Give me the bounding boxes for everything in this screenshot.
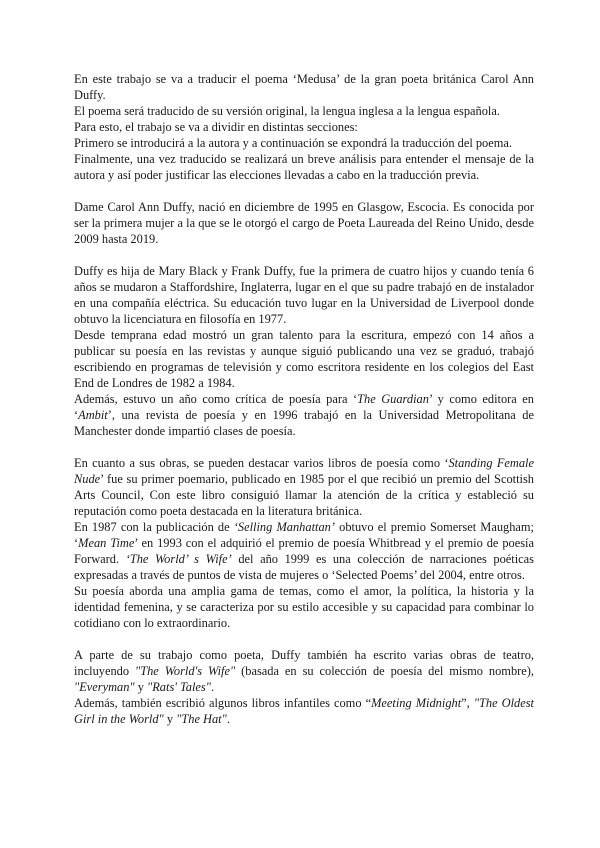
theatre-paragraph-1 [74, 647, 534, 695]
works-paragraph-1 [74, 455, 534, 519]
title-the-worlds-wife: ‘The World’ s Wife’ [125, 552, 232, 566]
family-paragraph-2: Desde temprana edad mostró un gran talento para la escritura, empezó con 14 años a publicar su poesía en las revistas y aunque siguió publicando una vez se graduó, trabajó escribiendo en programas de televisión y como escritora residente en los colegios del East End de Londres de 1982 a 1984. [74, 328, 534, 390]
intro-paragraph-3: Para esto, el trabajo se va a dividir en distintas secciones: [74, 120, 358, 134]
text-run: . [226, 712, 230, 726]
family-paragraph-3 [74, 391, 534, 439]
text-run: ’ fue su primer poemario, publicado en 1985 por el que recibió un premio del Scottish Arts Council, Con este libro consiguió llamar la atención de la crítica y estableció su reputación como poeta destacada en la literatura británica. [74, 472, 534, 518]
title-standing-female-nude: Standing Female Nude [74, 456, 535, 486]
paragraph-spacer [74, 247, 534, 263]
text-run: ’, una revista de poesía y en 1996 trabajó en la Universidad Metropolitana de Manchester donde impartió clases de poesía. [74, 408, 534, 438]
title-the-hat: "The Hat" [176, 712, 227, 726]
title-meeting-midnight: Meeting Midnight [371, 696, 462, 710]
title-everyman: "Everyman" [74, 680, 135, 694]
text-run: y [134, 680, 148, 694]
text-run: (basada en su colección de poesía del mismo nombre), [235, 664, 534, 678]
title-rats-tales: "Rats' Tales" [147, 680, 211, 694]
text-run: ’ en 1993 con el adquirió el premio de poesía Whitbread y el premio de poesía Forward. [74, 536, 534, 566]
theatre-paragraph-2 [74, 695, 534, 727]
title-worlds-wife-play: "The World's Wife" [135, 664, 236, 678]
text-run: Además, también escribió algunos libros infantiles como “ [74, 696, 372, 710]
text-run: del año 1999 es una colección de narraciones poéticas expresadas a través de puntos de vista de mujeres o ‘Selected Poems’ del 2004, entre otros. [74, 552, 534, 582]
text-run: En 1987 con la publicación de [74, 520, 234, 534]
text-run: En cuanto a sus obras, se pueden destacar varios libros de poesía como ‘ [74, 456, 449, 470]
text-run: ’ y como editora en ‘ [74, 392, 534, 422]
text-run: obtuvo el premio Somerset Maugham; ‘ [74, 520, 534, 550]
title-selling-manhattan: ‘Selling Manhattan’ [233, 520, 335, 534]
text-run: y [163, 712, 177, 726]
title-mean-time: Mean Time [78, 536, 135, 550]
title-ambit: Ambit [78, 408, 108, 422]
paragraph-spacer [74, 183, 534, 199]
title-the-guardian: The Guardian [357, 392, 429, 406]
document-body [74, 71, 534, 727]
intro-paragraph-4: Primero se introducirá a la autora y a continuación se expondrá la traducción del poema. [74, 136, 512, 150]
text-run: ”, [461, 696, 474, 710]
works-paragraph-2 [74, 519, 534, 583]
paragraph-spacer [74, 631, 534, 647]
text-run: A parte de su trabajo como poeta, Duffy también ha escrito varias obras de teatro, incluyendo [74, 648, 534, 678]
paragraph-spacer [74, 439, 534, 455]
works-paragraph-3: Su poesía aborda una amplia gama de temas, como el amor, la política, la historia y la identidad femenina, y se caracteriza por su estilo accesible y su capacidad para combinar lo cotidiano con lo extraordinario. [74, 584, 534, 630]
intro-paragraph-2: El poema será traducido de su versión original, la lengua inglesa a la lengua española. [74, 104, 500, 118]
text-run: Además, estuvo un año como crítica de poesía para ‘ [74, 392, 358, 406]
family-paragraph-1: Duffy es hija de Mary Black y Frank Duffy, fue la primera de cuatro hijos y cuando tenía 6 años se mudaron a Staffordshire, Inglaterra, lugar en el que su padre trabajó en de instalador en una compañía eléctrica. Su educación tuvo lugar en la Universidad de Liverpool donde obtuvo la licenciatura en filosofía en 1977. [74, 264, 534, 326]
intro-paragraph-5: Finalmente, una vez traducido se realizará un breve análisis para entender el mensaje de la autora y así poder justificar las elecciones llevadas a cabo en la traducción previa. [74, 152, 534, 182]
bio-paragraph: Dame Carol Ann Duffy, nació en diciembre de 1995 en Glasgow, Escocia. Es conocida por ser la primera mujer a la que se le otorgó el cargo de Poeta Laureada del Reino Unido, desde 2009 hasta 2019. [74, 200, 534, 246]
title-oldest-girl: "The Oldest Girl in the World" [74, 696, 534, 726]
intro-paragraph-1: En este trabajo se va a traducir el poema ‘Medusa’ de la gran poeta británica Carol Ann Duffy. [74, 72, 534, 102]
text-run: . [210, 680, 215, 694]
